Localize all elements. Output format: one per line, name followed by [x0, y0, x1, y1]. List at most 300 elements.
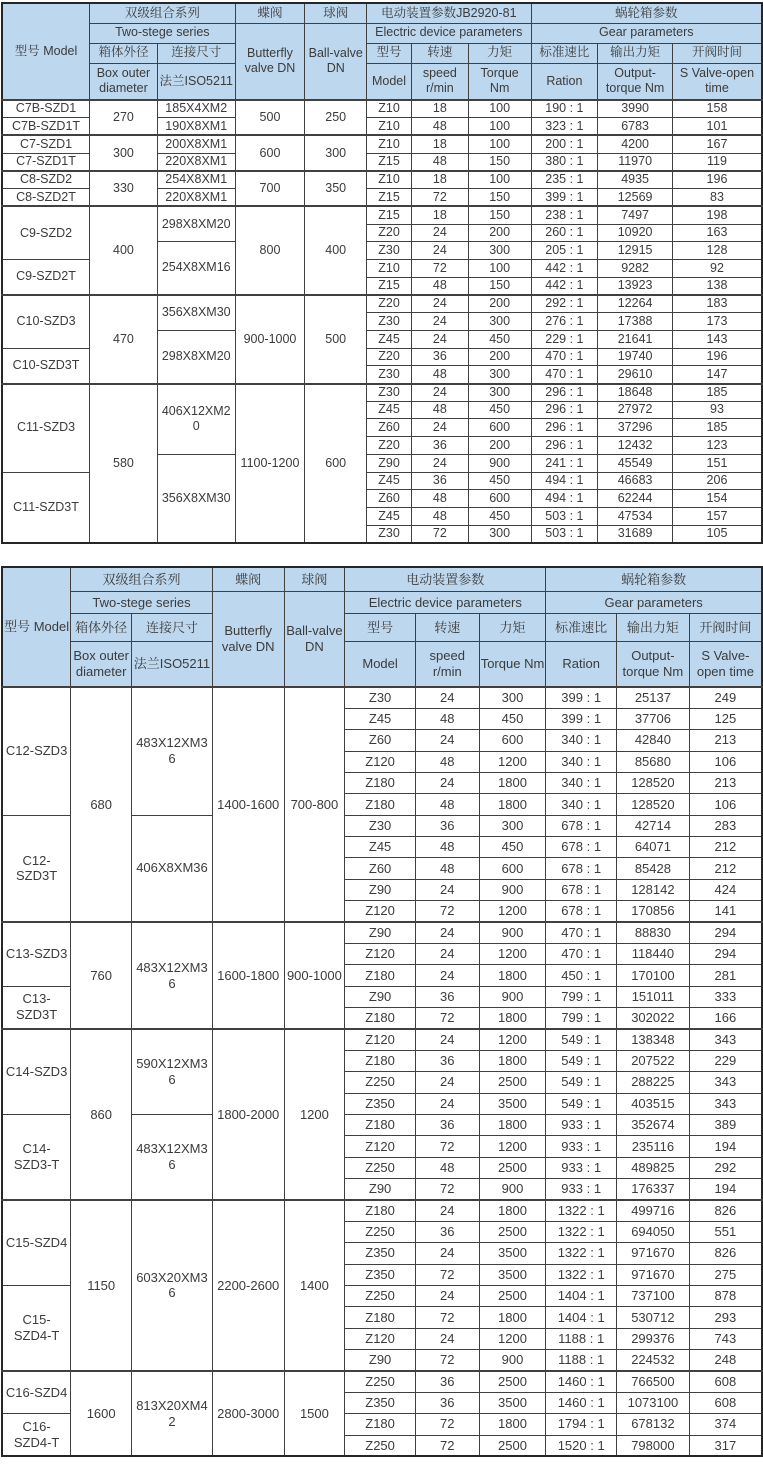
header-electric-group-zh: 电动装置参数JB2920-81: [367, 3, 531, 23]
speed-cell: 24: [415, 965, 479, 986]
emodel-cell: Z30: [367, 242, 412, 260]
speed-cell: 72: [415, 1179, 479, 1200]
header-ratio-zh: 标准速比: [546, 614, 617, 642]
emodel-cell: Z180: [345, 794, 416, 815]
ratio-cell: 1794 : 1: [546, 1414, 617, 1435]
emodel-cell: Z10: [367, 259, 412, 277]
speed-cell: 48: [411, 401, 468, 419]
emodel-cell: Z90: [345, 879, 416, 900]
torque-cell: 1800: [479, 1008, 546, 1029]
emodel-cell: Z30: [345, 815, 416, 836]
header-gear-group-zh: 蜗轮箱参数: [546, 567, 762, 592]
table-row: [2, 687, 762, 708]
header-butterfly-en: Butterfly valve DN: [212, 592, 284, 687]
torque-cell: 1200: [479, 1029, 546, 1050]
torque-cell: 900: [479, 1350, 546, 1371]
open-time-cell: 213: [689, 772, 762, 793]
speed-cell: 36: [415, 1050, 479, 1071]
ratio-cell: 1460 : 1: [546, 1371, 617, 1392]
open-time-cell: 389: [689, 1114, 762, 1135]
output-torque-cell: 224532: [617, 1350, 690, 1371]
model-cell: C15-SZD4: [2, 1200, 71, 1286]
speed-cell: 72: [411, 259, 468, 277]
header-open-time-en: S Valve-open time: [672, 63, 762, 100]
flange-size-cell: 185X4XM2: [157, 100, 235, 118]
torque-cell: 1800: [479, 1114, 546, 1135]
speed-cell: 36: [415, 1114, 479, 1135]
box-diameter-cell: 470: [90, 295, 158, 384]
model-cell: C10-SZD3: [2, 295, 90, 348]
header-row: [2, 614, 762, 642]
output-torque-cell: 299376: [617, 1328, 690, 1349]
torque-cell: 300: [468, 313, 531, 331]
open-time-cell: 293: [689, 1307, 762, 1328]
emodel-cell: Z45: [367, 401, 412, 419]
ratio-cell: 799 : 1: [546, 1008, 617, 1029]
ball-dn-cell: 1500: [284, 1371, 345, 1457]
header-speed-zh: 转速: [415, 614, 479, 642]
output-torque-cell: 971670: [617, 1243, 690, 1264]
output-torque-cell: 4200: [598, 135, 673, 153]
torque-cell: 100: [468, 259, 531, 277]
emodel-cell: Z30: [345, 687, 416, 708]
emodel-cell: Z10: [367, 118, 412, 136]
torque-cell: 1200: [479, 751, 546, 772]
output-torque-cell: 85680: [617, 751, 690, 772]
torque-cell: 1800: [479, 1200, 546, 1221]
butterfly-dn-cell: 1800-2000: [212, 1029, 284, 1200]
output-torque-cell: 47534: [598, 508, 673, 526]
emodel-cell: Z20: [367, 224, 412, 242]
header-model: 型号 Model: [2, 567, 71, 687]
ratio-cell: 292 : 1: [531, 295, 598, 313]
output-torque-cell: 489825: [617, 1157, 690, 1178]
open-time-cell: 105: [672, 525, 762, 543]
butterfly-dn-cell: 800: [235, 206, 305, 295]
output-torque-cell: 42714: [617, 815, 690, 836]
header-row: [2, 567, 762, 592]
butterfly-dn-cell: 1100-1200: [235, 384, 305, 543]
header-box-en: Box outer diameter: [90, 63, 158, 100]
emodel-cell: Z180: [345, 965, 416, 986]
ratio-cell: 1460 : 1: [546, 1392, 617, 1413]
torque-cell: 100: [468, 100, 531, 118]
header-torque-zh: 力矩: [479, 614, 546, 642]
ball-dn-cell: 350: [305, 171, 367, 206]
header-torque-en: Torque Nm: [468, 63, 531, 100]
open-time-cell: 151: [672, 454, 762, 472]
torque-cell: 450: [468, 472, 531, 490]
output-torque-cell: 403515: [617, 1093, 690, 1114]
open-time-cell: 294: [689, 943, 762, 964]
ratio-cell: 190 : 1: [531, 100, 598, 118]
output-torque-cell: 31689: [598, 525, 673, 543]
torque-cell: 1200: [479, 901, 546, 922]
speed-cell: 48: [411, 490, 468, 508]
flange-size-cell: 483X12XM36: [132, 922, 213, 1029]
open-time-cell: 212: [689, 858, 762, 879]
model-cell: C12-SZD3T: [2, 815, 71, 922]
output-torque-cell: 694050: [617, 1221, 690, 1242]
emodel-cell: Z250: [345, 1221, 416, 1242]
header-row: [2, 43, 762, 63]
speed-cell: 24: [415, 1243, 479, 1264]
emodel-cell: Z120: [345, 751, 416, 772]
speed-cell: 48: [415, 794, 479, 815]
header-model: 型号 Model: [2, 3, 90, 100]
header-butterfly-zh: 蝶阀: [212, 567, 284, 592]
butterfly-dn-cell: 2800-3000: [212, 1371, 284, 1457]
speed-cell: 24: [415, 922, 479, 943]
open-time-cell: 125: [689, 708, 762, 729]
box-diameter-cell: 860: [71, 1029, 132, 1200]
header-output-zh: 输出力矩: [617, 614, 690, 642]
ratio-cell: 933 : 1: [546, 1157, 617, 1178]
header-ratio-zh: 标准速比: [531, 43, 598, 63]
speed-cell: 24: [415, 879, 479, 900]
ratio-cell: 399 : 1: [546, 708, 617, 729]
emodel-cell: Z120: [345, 943, 416, 964]
output-torque-cell: 13923: [598, 277, 673, 295]
model-cell: C7B-SZD1: [2, 100, 90, 118]
open-time-cell: 141: [689, 901, 762, 922]
torque-cell: 2500: [479, 1157, 546, 1178]
output-torque-cell: 45549: [598, 454, 673, 472]
output-torque-cell: 1073100: [617, 1392, 690, 1413]
ratio-cell: 238 : 1: [531, 206, 598, 224]
ratio-cell: 1404 : 1: [546, 1285, 617, 1306]
torque-cell: 1200: [479, 943, 546, 964]
flange-size-cell: 483X12XM36: [132, 687, 213, 815]
ratio-cell: 296 : 1: [531, 419, 598, 437]
torque-cell: 900: [479, 986, 546, 1007]
header-series-zh: 双级组合系列: [71, 567, 213, 592]
torque-cell: 200: [468, 437, 531, 455]
output-torque-cell: 128142: [617, 879, 690, 900]
open-time-cell: 147: [672, 366, 762, 384]
header-row: [2, 592, 762, 614]
model-cell: C12-SZD3: [2, 687, 71, 815]
emodel-cell: Z60: [345, 730, 416, 751]
open-time-cell: 206: [672, 472, 762, 490]
header-gear-group-zh: 蜗轮箱参数: [531, 3, 762, 23]
torque-cell: 300: [468, 242, 531, 260]
emodel-cell: Z180: [345, 1200, 416, 1221]
torque-cell: 1200: [479, 1136, 546, 1157]
speed-cell: 24: [415, 1093, 479, 1114]
speed-cell: 36: [415, 815, 479, 836]
output-torque-cell: 128520: [617, 794, 690, 815]
two-stage-series-table-1: [1, 2, 763, 544]
emodel-cell: Z45: [367, 508, 412, 526]
ratio-cell: 933 : 1: [546, 1114, 617, 1135]
speed-cell: 48: [411, 508, 468, 526]
emodel-cell: Z45: [345, 837, 416, 858]
open-time-cell: 101: [672, 118, 762, 136]
tables-container: [0, 2, 763, 1457]
output-torque-cell: 352674: [617, 1114, 690, 1135]
output-torque-cell: 176337: [617, 1179, 690, 1200]
speed-cell: 18: [411, 135, 468, 153]
speed-cell: 48: [415, 1157, 479, 1178]
speed-cell: 24: [411, 224, 468, 242]
ratio-cell: 399 : 1: [546, 687, 617, 708]
output-torque-cell: 6783: [598, 118, 673, 136]
output-torque-cell: 118440: [617, 943, 690, 964]
speed-cell: 24: [411, 384, 468, 402]
output-torque-cell: 85428: [617, 858, 690, 879]
emodel-cell: Z15: [367, 277, 412, 295]
header-electric-group-en: Electric device parameters: [367, 23, 531, 43]
output-torque-cell: 42840: [617, 730, 690, 751]
torque-cell: 1800: [479, 1050, 546, 1071]
header-torque-zh: 力矩: [468, 43, 531, 63]
open-time-cell: 424: [689, 879, 762, 900]
open-time-cell: 196: [672, 171, 762, 189]
torque-cell: 1200: [479, 1328, 546, 1349]
ratio-cell: 380 : 1: [531, 153, 598, 171]
speed-cell: 36: [411, 348, 468, 366]
emodel-cell: Z60: [345, 858, 416, 879]
emodel-cell: Z15: [367, 153, 412, 171]
torque-cell: 600: [479, 730, 546, 751]
open-time-cell: 275: [689, 1264, 762, 1285]
ratio-cell: 260 : 1: [531, 224, 598, 242]
butterfly-dn-cell: 1600-1800: [212, 922, 284, 1029]
model-cell: C7B-SZD1T: [2, 118, 90, 136]
emodel-cell: Z45: [367, 472, 412, 490]
torque-cell: 150: [468, 153, 531, 171]
emodel-cell: Z350: [345, 1392, 416, 1413]
butterfly-dn-cell: 1400-1600: [212, 687, 284, 922]
flange-size-cell: 190X8XM1: [157, 118, 235, 136]
torque-cell: 2500: [479, 1221, 546, 1242]
header-flange-en: 法兰ISO5211: [132, 642, 213, 687]
open-time-cell: 292: [689, 1157, 762, 1178]
output-torque-cell: 678132: [617, 1414, 690, 1435]
open-time-cell: 198: [672, 206, 762, 224]
speed-cell: 24: [415, 1285, 479, 1306]
output-torque-cell: 128520: [617, 772, 690, 793]
torque-cell: 150: [468, 277, 531, 295]
torque-cell: 600: [468, 419, 531, 437]
header-electric-group-zh: 电动装置参数: [345, 567, 546, 592]
ratio-cell: 503 : 1: [531, 525, 598, 543]
model-cell: C13-SZD3T: [2, 986, 71, 1029]
output-torque-cell: 46683: [598, 472, 673, 490]
output-torque-cell: 798000: [617, 1435, 690, 1456]
torque-cell: 100: [468, 135, 531, 153]
torque-cell: 150: [468, 206, 531, 224]
speed-cell: 24: [411, 454, 468, 472]
speed-cell: 18: [411, 206, 468, 224]
box-diameter-cell: 330: [90, 171, 158, 206]
emodel-cell: Z90: [367, 454, 412, 472]
torque-cell: 1800: [479, 965, 546, 986]
output-torque-cell: 151011: [617, 986, 690, 1007]
flange-size-cell: 483X12XM36: [132, 1114, 213, 1200]
torque-cell: 900: [479, 1179, 546, 1200]
torque-cell: 3500: [479, 1392, 546, 1413]
open-time-cell: 166: [689, 1008, 762, 1029]
output-torque-cell: 62244: [598, 490, 673, 508]
emodel-cell: Z10: [367, 171, 412, 189]
open-time-cell: 138: [672, 277, 762, 295]
output-torque-cell: 88830: [617, 922, 690, 943]
open-time-cell: 106: [689, 751, 762, 772]
emodel-cell: Z60: [367, 419, 412, 437]
output-torque-cell: 170856: [617, 901, 690, 922]
speed-cell: 48: [411, 277, 468, 295]
box-diameter-cell: 270: [90, 100, 158, 135]
emodel-cell: Z15: [367, 189, 412, 207]
header-gear-group-en: Gear parameters: [546, 592, 762, 614]
speed-cell: 72: [415, 1350, 479, 1371]
model-cell: C11-SZD3T: [2, 472, 90, 543]
butterfly-dn-cell: 700: [235, 171, 305, 206]
torque-cell: 3500: [479, 1264, 546, 1285]
ratio-cell: 1188 : 1: [546, 1350, 617, 1371]
output-torque-cell: 207522: [617, 1050, 690, 1071]
torque-cell: 450: [479, 708, 546, 729]
emodel-cell: Z10: [367, 100, 412, 118]
emodel-cell: Z180: [345, 1414, 416, 1435]
model-cell: C13-SZD3: [2, 922, 71, 986]
header-flange-zh: 连接尺寸: [157, 43, 235, 63]
table-row: [2, 384, 762, 402]
ratio-cell: 235 : 1: [531, 171, 598, 189]
open-time-cell: 185: [672, 419, 762, 437]
flange-size-cell: 298X8XM20: [157, 330, 235, 383]
torque-cell: 300: [479, 815, 546, 836]
torque-cell: 300: [468, 366, 531, 384]
ball-dn-cell: 700-800: [284, 687, 345, 922]
open-time-cell: 343: [689, 1093, 762, 1114]
box-diameter-cell: 300: [90, 135, 158, 170]
ratio-cell: 470 : 1: [546, 922, 617, 943]
output-torque-cell: 17388: [598, 313, 673, 331]
header-flange-zh: 连接尺寸: [132, 614, 213, 642]
output-torque-cell: 170100: [617, 965, 690, 986]
open-time-cell: 185: [672, 384, 762, 402]
torque-cell: 450: [468, 401, 531, 419]
header-row: [2, 3, 762, 23]
box-diameter-cell: 580: [90, 384, 158, 543]
output-torque-cell: 737100: [617, 1285, 690, 1306]
open-time-cell: 154: [672, 490, 762, 508]
open-time-cell: 212: [689, 837, 762, 858]
open-time-cell: 343: [689, 1072, 762, 1093]
torque-cell: 600: [468, 490, 531, 508]
header-speed-en: speed r/min: [415, 642, 479, 687]
speed-cell: 72: [415, 1264, 479, 1285]
speed-cell: 36: [411, 472, 468, 490]
speed-cell: 48: [415, 858, 479, 879]
ratio-cell: 678 : 1: [546, 901, 617, 922]
open-time-cell: 283: [689, 815, 762, 836]
header-ratio-en: Ration: [531, 63, 598, 100]
speed-cell: 24: [411, 313, 468, 331]
flange-size-cell: 200X8XM1: [157, 135, 235, 153]
header-box-zh: 箱体外径: [90, 43, 158, 63]
speed-cell: 72: [411, 189, 468, 207]
speed-cell: 72: [415, 1136, 479, 1157]
header-emodel-en: Model: [367, 63, 412, 100]
emodel-cell: Z120: [345, 1136, 416, 1157]
speed-cell: 24: [415, 1029, 479, 1050]
flange-size-cell: 254X8XM16: [157, 242, 235, 295]
open-time-cell: 826: [689, 1243, 762, 1264]
ball-dn-cell: 1400: [284, 1200, 345, 1371]
speed-cell: 72: [415, 1414, 479, 1435]
torque-cell: 300: [468, 525, 531, 543]
emodel-cell: Z250: [345, 1157, 416, 1178]
speed-cell: 24: [415, 943, 479, 964]
output-torque-cell: 7497: [598, 206, 673, 224]
box-diameter-cell: 680: [71, 687, 132, 922]
speed-cell: 48: [415, 708, 479, 729]
torque-cell: 200: [468, 224, 531, 242]
output-torque-cell: 9282: [598, 259, 673, 277]
header-open-time-zh: 开阀时间: [672, 43, 762, 63]
ratio-cell: 678 : 1: [546, 879, 617, 900]
output-torque-cell: 12569: [598, 189, 673, 207]
output-torque-cell: 12915: [598, 242, 673, 260]
model-cell: C14-SZD3: [2, 1029, 71, 1115]
flange-size-cell: 254X8XM1: [157, 171, 235, 189]
ball-dn-cell: 1200: [284, 1029, 345, 1200]
header-open-time-zh: 开阀时间: [689, 614, 762, 642]
open-time-cell: 183: [672, 295, 762, 313]
speed-cell: 72: [415, 1008, 479, 1029]
box-diameter-cell: 1600: [71, 1371, 132, 1457]
ball-dn-cell: 300: [305, 135, 367, 170]
speed-cell: 48: [411, 366, 468, 384]
open-time-cell: 826: [689, 1200, 762, 1221]
ball-dn-cell: 250: [305, 100, 367, 135]
ratio-cell: 799 : 1: [546, 986, 617, 1007]
header-emodel-zh: 型号: [367, 43, 412, 63]
model-cell: C15-SZD4-T: [2, 1285, 71, 1371]
header-series-en: Two-stege series: [71, 592, 213, 614]
torque-cell: 150: [468, 189, 531, 207]
open-time-cell: 106: [689, 794, 762, 815]
speed-cell: 48: [415, 837, 479, 858]
header-box-zh: 箱体外径: [71, 614, 132, 642]
emodel-cell: Z90: [345, 922, 416, 943]
header-series-zh: 双级组合系列: [90, 3, 236, 23]
open-time-cell: 743: [689, 1328, 762, 1349]
emodel-cell: Z250: [345, 1072, 416, 1093]
emodel-cell: Z30: [367, 384, 412, 402]
output-torque-cell: 37296: [598, 419, 673, 437]
two-stage-series-table-2: [1, 566, 763, 1458]
output-torque-cell: 766500: [617, 1371, 690, 1392]
speed-cell: 72: [415, 901, 479, 922]
open-time-cell: 157: [672, 508, 762, 526]
open-time-cell: 249: [689, 687, 762, 708]
torque-cell: 900: [479, 879, 546, 900]
speed-cell: 18: [411, 171, 468, 189]
output-torque-cell: 10920: [598, 224, 673, 242]
ball-dn-cell: 900-1000: [284, 922, 345, 1029]
ratio-cell: 205 : 1: [531, 242, 598, 260]
open-time-cell: 128: [672, 242, 762, 260]
header-row: [2, 642, 762, 687]
table-row: [2, 171, 762, 189]
open-time-cell: 93: [672, 401, 762, 419]
open-time-cell: 608: [689, 1371, 762, 1392]
